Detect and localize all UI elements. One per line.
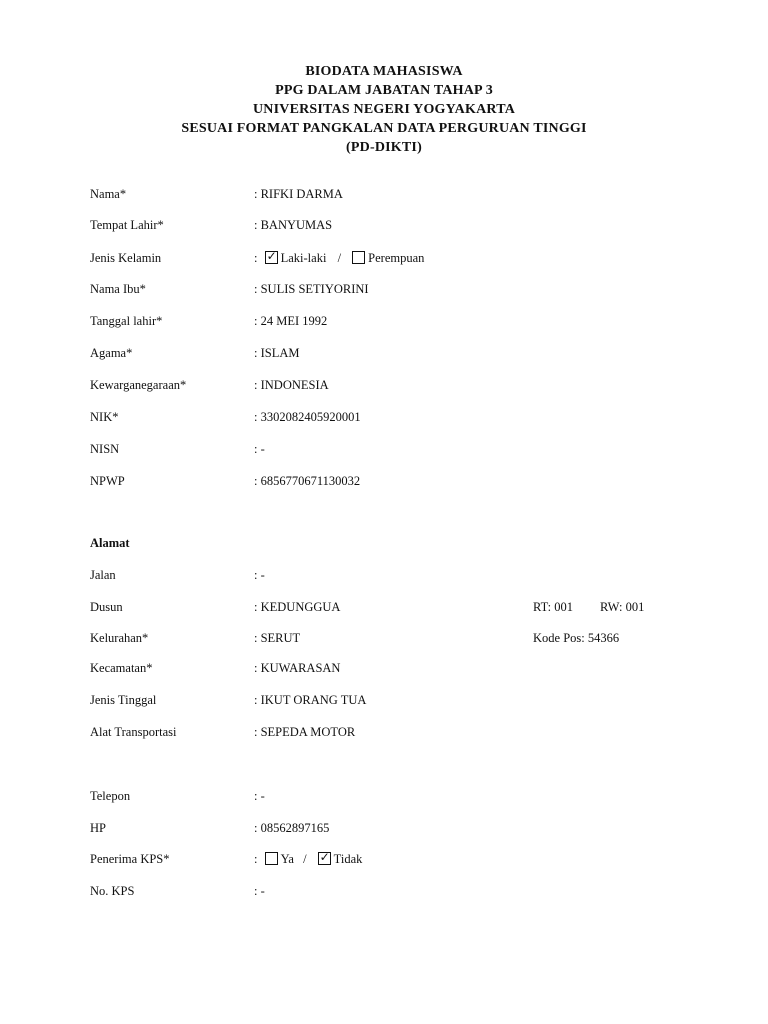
header-university: UNIVERSITAS NEGERI YOGYAKARTA	[252, 102, 516, 117]
document-header	[0, 62, 768, 157]
checkbox-perempuan[interactable]	[352, 251, 365, 264]
value-npwp: : 6856770671130032	[254, 474, 361, 488]
header-format: SESUAI FORMAT PANGKALAN DATA PERGURUAN TINGGI	[181, 121, 587, 136]
value-jenis-tinggal: : IKUT ORANG TUA	[254, 693, 367, 707]
label-nama-ibu: Nama Ibu*	[90, 282, 146, 296]
option-ya: Ya	[280, 852, 294, 866]
value-kecamatan: : KUWARASAN	[254, 661, 341, 675]
label-telepon: Telepon	[90, 789, 131, 803]
colon: :	[254, 251, 258, 265]
header-program: PPG DALAM JABATAN TAHAP 3	[275, 83, 493, 98]
checkmark-icon: ✓	[266, 249, 277, 263]
value-tanggal-lahir: : 24 MEI 1992	[254, 314, 328, 328]
label-dusun: Dusun	[90, 600, 123, 614]
value-rt: RT: 001	[533, 600, 573, 614]
value-rw: RW: 001	[600, 600, 645, 614]
checkbox-ya[interactable]	[265, 852, 278, 865]
value-nik: : 3302082405920001	[254, 410, 361, 424]
label-npwp: NPWP	[90, 474, 125, 488]
separator: /	[337, 251, 342, 265]
option-laki-laki: Laki-laki	[280, 251, 327, 265]
checkmark-icon: ✓	[319, 850, 330, 864]
value-no-kps: : -	[254, 884, 265, 898]
label-agama: Agama*	[90, 346, 133, 360]
value-alat-transportasi: : SEPEDA MOTOR	[254, 725, 356, 739]
value-nisn: : -	[254, 442, 265, 456]
label-alat-transportasi: Alat Transportasi	[90, 725, 177, 739]
option-perempuan: Perempuan	[368, 251, 425, 265]
header-pddikti: (PD-DIKTI)	[346, 140, 422, 155]
value-jalan: : -	[254, 568, 265, 582]
colon: :	[254, 852, 258, 866]
label-nisn: NISN	[90, 442, 120, 456]
value-hp: : 08562897165	[254, 821, 330, 835]
label-nik: NIK*	[90, 410, 119, 424]
label-jalan: Jalan	[90, 568, 116, 582]
label-penerima-kps: Penerima KPS*	[90, 852, 170, 866]
label-kelurahan: Kelurahan*	[90, 631, 149, 645]
value-penerima-kps	[254, 851, 362, 867]
section-alamat-title: Alamat	[90, 536, 130, 550]
value-kelurahan: : SERUT	[254, 631, 301, 645]
separator: /	[303, 852, 307, 866]
value-telepon: : -	[254, 789, 265, 803]
label-kewarganegaraan: Kewarganegaraan*	[90, 378, 187, 392]
option-tidak: Tidak	[333, 852, 363, 866]
label-no-kps: No. KPS	[90, 884, 135, 898]
label-hp: HP	[90, 821, 106, 835]
value-tempat-lahir: : BANYUMAS	[254, 218, 333, 232]
value-agama: : ISLAM	[254, 346, 300, 360]
value-nama-ibu: : SULIS SETIYORINI	[254, 282, 369, 296]
label-nama: Nama*	[90, 187, 127, 201]
label-tempat-lahir: Tempat Lahir*	[90, 218, 164, 232]
header-title: BIODATA MAHASISWA	[305, 64, 463, 79]
label-jenis-tinggal: Jenis Tinggal	[90, 693, 157, 707]
value-kode-pos: Kode Pos: 54366	[533, 631, 620, 645]
value-nama: : RIFKI DARMA	[254, 187, 343, 201]
label-jenis-kelamin: Jenis Kelamin	[90, 251, 162, 265]
label-kecamatan: Kecamatan*	[90, 661, 153, 675]
label-tanggal-lahir: Tanggal lahir*	[90, 314, 163, 328]
checkbox-tidak[interactable]	[318, 852, 331, 865]
checkbox-laki-laki[interactable]	[265, 251, 278, 264]
value-dusun: : KEDUNGGUA	[254, 600, 341, 614]
value-jenis-kelamin	[254, 250, 424, 266]
value-kewarganegaraan: : INDONESIA	[254, 378, 329, 392]
